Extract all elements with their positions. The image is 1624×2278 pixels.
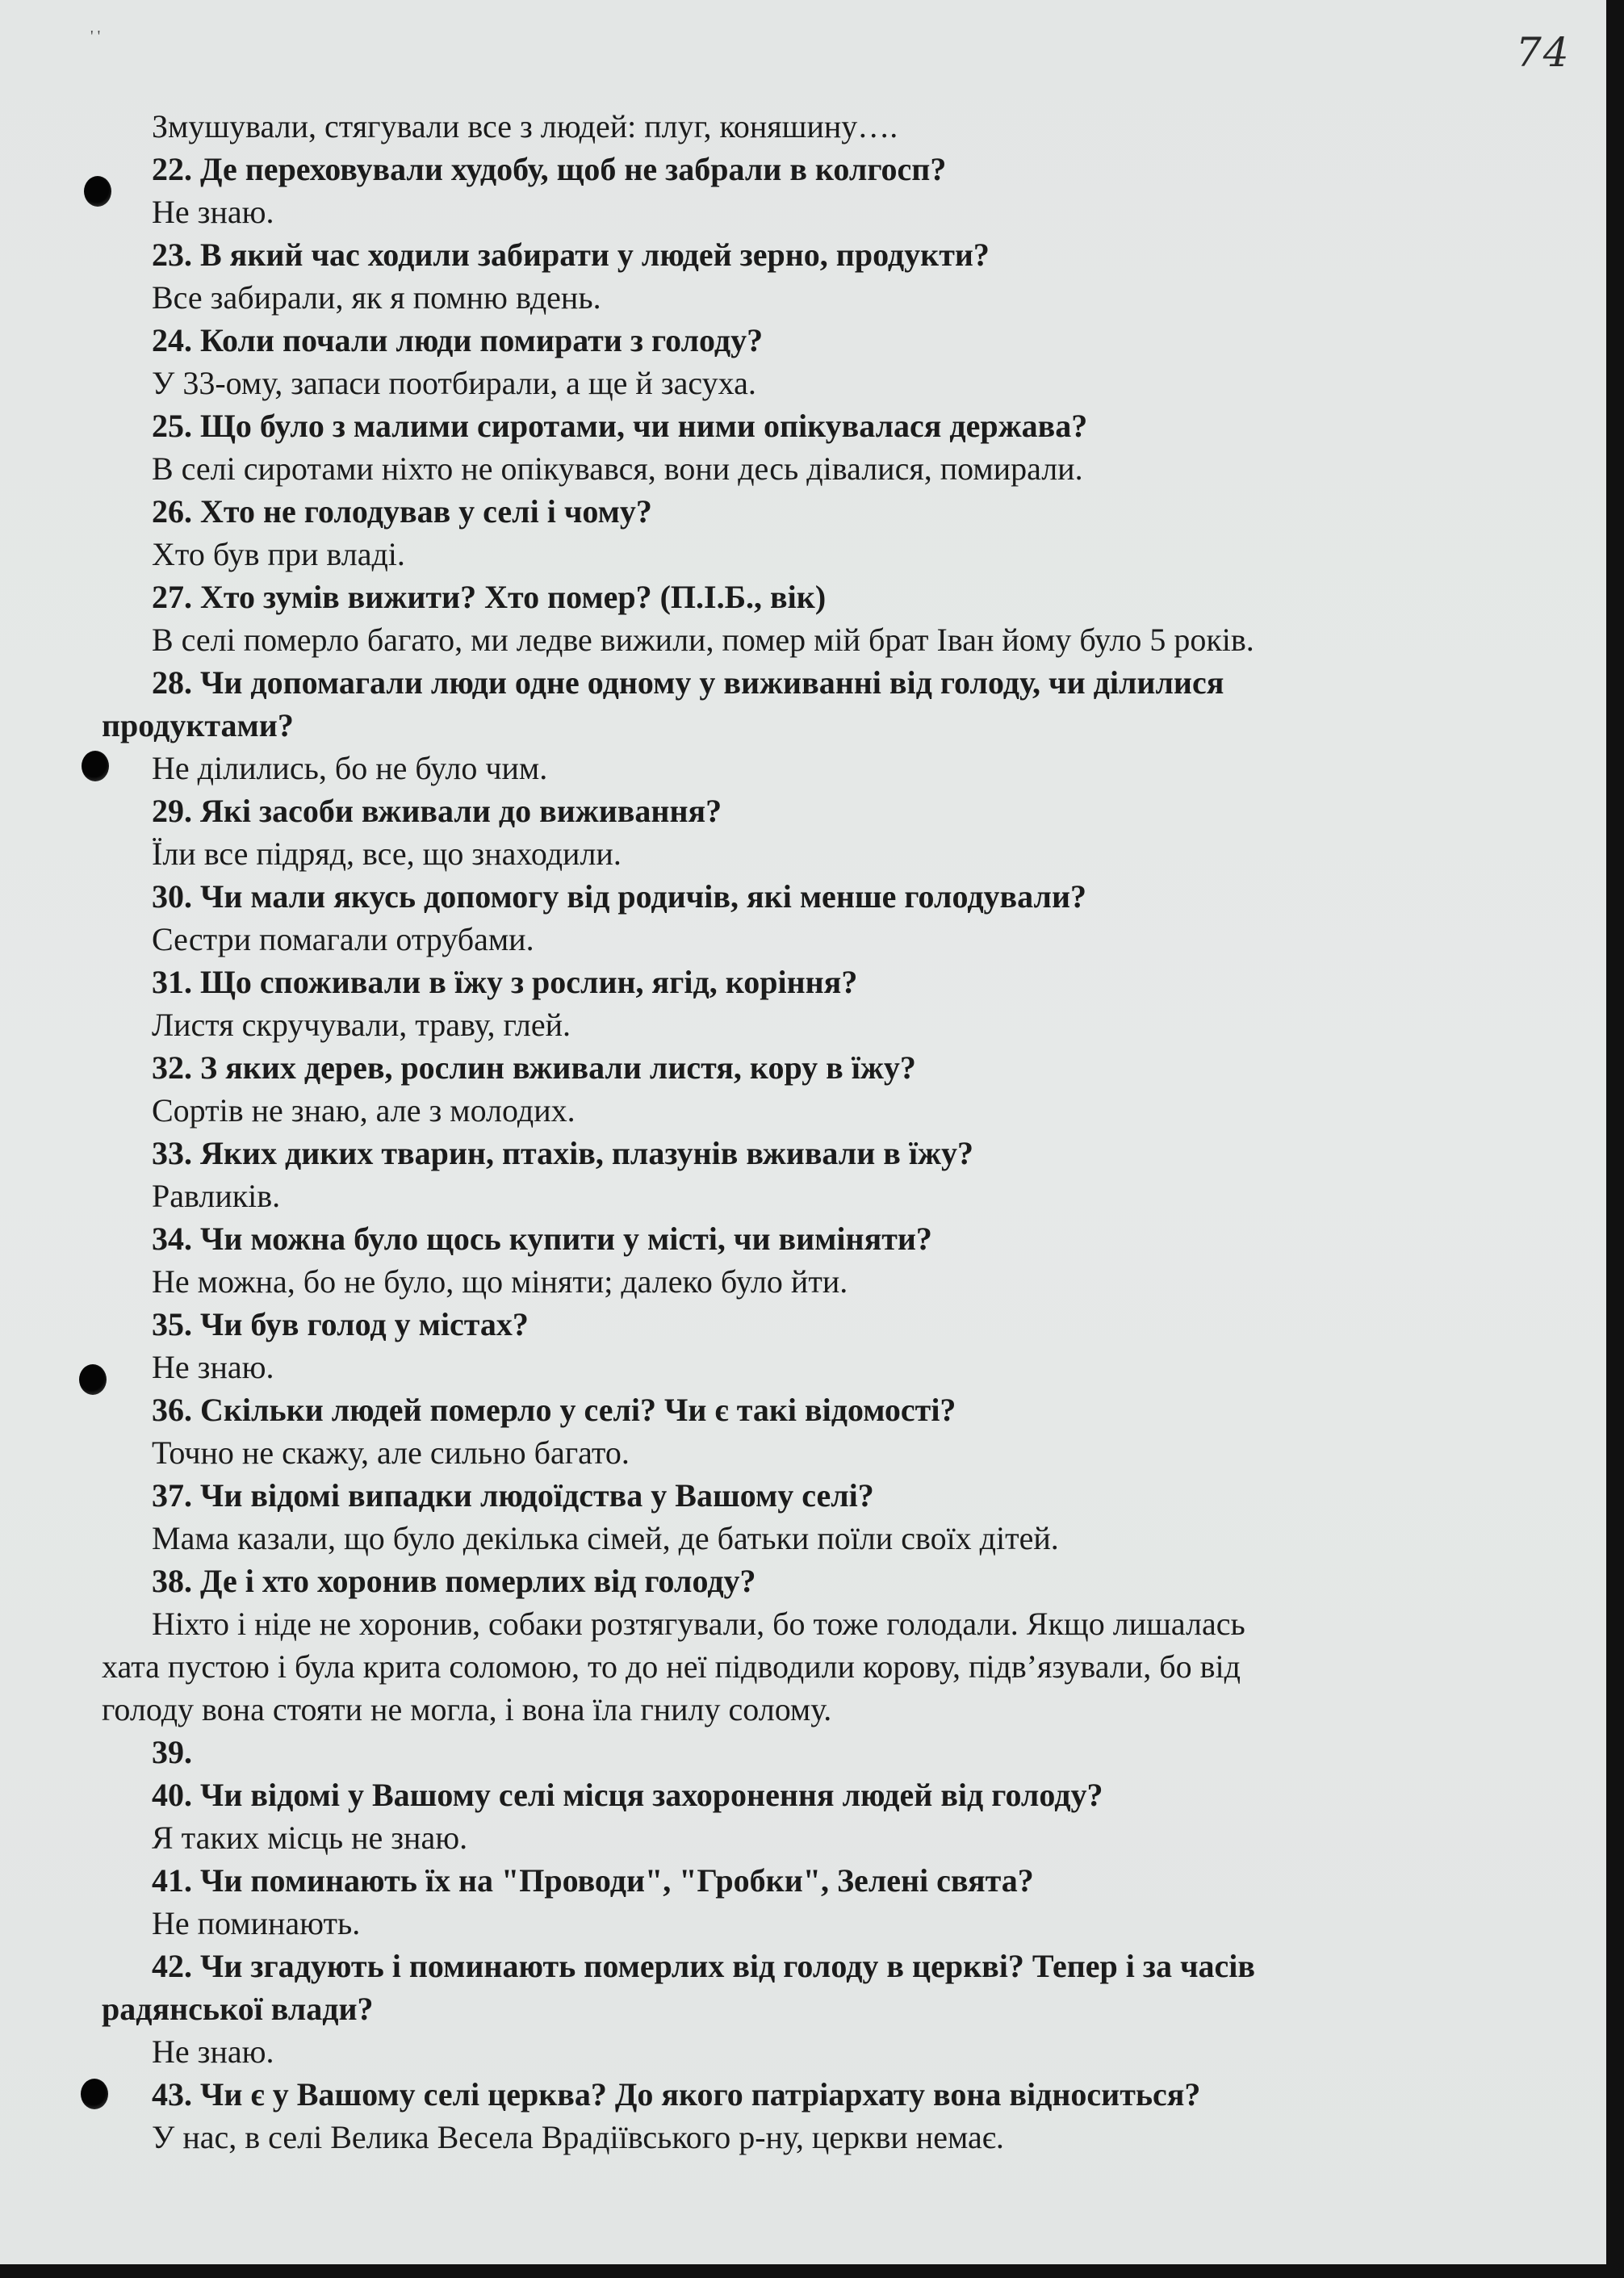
answer-line: Все забирали, як я помню вдень. — [152, 279, 601, 316]
answer-line: Точно не скажу, але сильно багато. — [152, 1434, 630, 1471]
answer-line: Равликів. — [152, 1178, 281, 1214]
answer-line: У нас, в селі Велика Весела Врадіївського р-ну, церкви немає. — [152, 2119, 1004, 2155]
question-line: 31. Що споживали в їжу з рослин, ягід, коріння? — [152, 964, 858, 1000]
top-marks: ' ' — [90, 27, 101, 45]
question-line: 42. Чи згадують і поминають померлих від голоду в церкві? Тепер і за часів — [152, 1948, 1256, 1984]
answer-line: Мама казали, що було декілька сімей, де батьки поїли своїх дітей. — [152, 1520, 1059, 1556]
answer-line: Ніхто і ніде не хоронив, собаки розтягували, бо тоже голодали. Якщо лишалась — [152, 1606, 1245, 1642]
question-line: 36. Скільки людей померло у селі? Чи є такі відомості? — [152, 1392, 956, 1428]
answer-line: Не знаю. — [152, 194, 274, 230]
question-continuation: радянської влади? — [102, 1991, 374, 2027]
answer-line: Сестри помагали отрубами. — [152, 921, 534, 957]
question-line: 30. Чи мали якусь допомогу від родичів, які менше голодували? — [152, 878, 1086, 915]
question-line: 38. Де і хто хоронив померлих від голоду? — [152, 1563, 756, 1599]
answer-line: В селі померло багато, ми ледве вижили, помер мій брат Іван йому було 5 років. — [152, 622, 1254, 658]
question-line: 24. Коли почали люди помирати з голоду? — [152, 322, 764, 358]
question-line: 28. Чи допомагали люди одне одному у виживанні від голоду, чи ділилися — [152, 664, 1224, 701]
question-line: 32. З яких дерев, рослин вживали листя, кору в їжу? — [152, 1049, 916, 1086]
answer-line: Я таких місць не знаю. — [152, 1819, 468, 1856]
question-line: 27. Хто зумів вижити? Хто помер? (П.І.Б., вік) — [152, 579, 827, 615]
question-line: 33. Яких диких тварин, птахів, плазунів вживали в їжу? — [152, 1135, 973, 1171]
question-continuation: продуктами? — [102, 707, 294, 743]
question-line: 41. Чи поминають їх на "Проводи", "Гробки", Зелені свята? — [152, 1862, 1034, 1899]
question-line: 22. Де переховували худобу, щоб не забрали в колгосп? — [152, 151, 947, 187]
answer-line: У 33-ому, запаси поотбирали, а ще й засуха. — [152, 365, 756, 401]
question-line: 43. Чи є у Вашому селі церква? До якого патріархату вона відноситься? — [152, 2076, 1201, 2113]
answer-line: Листя скручували, траву, глей. — [152, 1007, 571, 1043]
answer-continuation: хата пустою і була крита соломою, то до неї підводили корову, підв’язували, бо від — [102, 1648, 1241, 1685]
answer-line: Їли все підряд, все, що знаходили. — [152, 835, 622, 872]
interview-text — [102, 105, 1466, 2159]
question-line: 35. Чи був голод у містах? — [152, 1306, 529, 1342]
answer-continuation: голоду вона стояти не могла, і вона їла гнилу солому. — [102, 1691, 832, 1727]
question-line: 29. Які засоби вживали до виживання? — [152, 793, 722, 829]
answer-line: Не знаю. — [152, 1349, 274, 1385]
answer-line: Не поминають. — [152, 1905, 361, 1941]
answer-line: Хто був при владі. — [152, 536, 405, 572]
question-line: 40. Чи відомі у Вашому селі місця захоронення людей від голоду? — [152, 1777, 1103, 1813]
answer-line: Змушували, стягували все з людей: плуг, коняшину…. — [152, 108, 898, 144]
question-line: 26. Хто не голодував у селі і чому? — [152, 493, 652, 530]
answer-line: В селі сиротами ніхто не опікувався, вони десь дівалися, помирали. — [152, 450, 1083, 487]
answer-line: Сортів не знаю, але з молодих. — [152, 1092, 576, 1129]
answer-line: Не ділились, бо не було чим. — [152, 750, 548, 786]
answer-line: Не можна, бо не було, що міняти; далеко було йти. — [152, 1263, 848, 1300]
question-line: 25. Що було з малими сиротами, чи ними опікувалася держава? — [152, 408, 1088, 444]
question-line: 39. — [152, 1734, 192, 1770]
question-line: 23. В який час ходили забирати у людей зерно, продукти? — [152, 237, 990, 273]
page-number: 74 — [1516, 29, 1571, 76]
question-line: 34. Чи можна було щось купити у місті, чи виміняти? — [152, 1221, 932, 1257]
question-line: 37. Чи відомі випадки людоїдства у Вашому селі? — [152, 1477, 874, 1514]
answer-line: Не знаю. — [152, 2033, 274, 2070]
